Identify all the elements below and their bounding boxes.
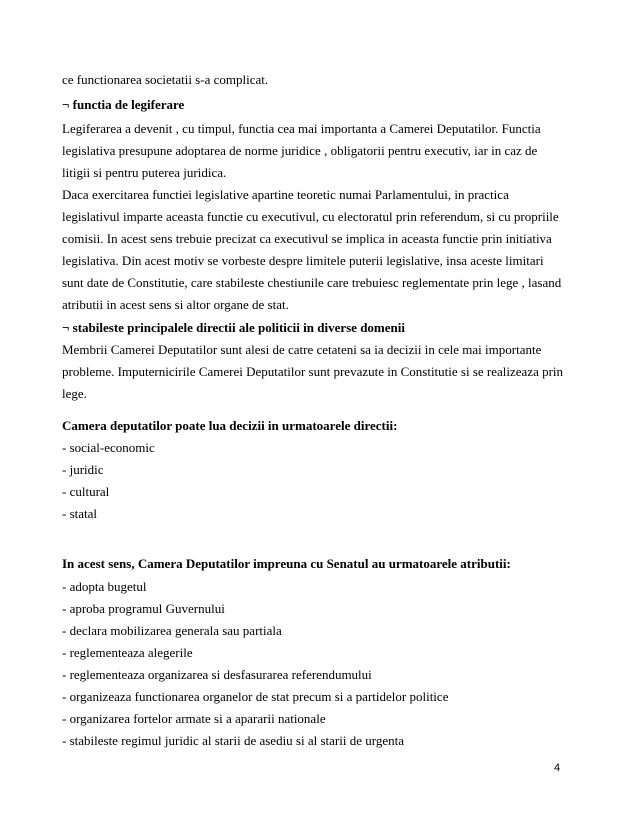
list-item: - aproba programul Guvernului: [62, 601, 225, 616]
paragraph-line: Membrii Camerei Deputatilor sunt alesi de catre cetateni sa ia decizii in cele mai importante: [62, 342, 542, 357]
list-item: - declara mobilizarea generala sau partiala: [62, 623, 282, 638]
paragraph-line: legislativul imparte aceasta functie cu executivul, cu electoratul prin referendum, si cu propriile: [62, 209, 559, 224]
list-item: - stabileste regimul juridic al starii de asediu si al starii de urgenta: [62, 733, 404, 748]
list-item: - reglementeaza alegerile: [62, 645, 193, 660]
paragraph-line: Daca exercitarea functiei legislative apartine teoretic numai Parlamentului, in practica: [62, 187, 509, 202]
list-item: - juridic: [62, 462, 104, 477]
list-item: - statal: [62, 506, 98, 521]
list-item: - adopta bugetul: [62, 579, 147, 594]
paragraph-line: legislativa. Din acest motiv se vorbeste despre limitele puterii legislative, insa aceste limitari: [62, 253, 544, 268]
section-heading-directii: ¬ stabileste principalele directii ale politicii in diverse domenii: [62, 320, 405, 335]
paragraph-line: Legiferarea a devenit , cu timpul, functia cea mai importanta a Camerei Deputatilor. Functia: [62, 121, 541, 136]
paragraph-line: sunt date de Constitutie, care stabileste chestiunile care trebuiesc reglementate prin lege , lasand: [62, 275, 562, 290]
list-item: - cultural: [62, 484, 110, 499]
list-item: - reglementeaza organizarea si desfasurarea referendumului: [62, 667, 372, 682]
list-item: - social-economic: [62, 440, 155, 455]
section-heading-legiferare: ¬ functia de legiferare: [62, 97, 185, 112]
section-heading-decizii: Camera deputatilor poate lua decizii in urmatoarele directii:: [62, 418, 398, 433]
text-line: ce functionarea societatii s-a complicat.: [62, 72, 269, 87]
section-heading-atributii: In acest sens, Camera Deputatilor impreuna cu Senatul au urmatoarele atributii:: [62, 556, 511, 571]
paragraph-line: litigii si pentru puterea juridica.: [62, 165, 227, 180]
paragraph-line: legislativa presupune adoptarea de norme juridice , obligatorii pentru executiv, iar in caz de: [62, 143, 538, 158]
page-number: 4: [554, 762, 561, 774]
paragraph-line: comisii. In acest sens trebuie precizat ca executivul se implica in aceasta functie prin initiativa: [62, 231, 552, 246]
paragraph-line: lege.: [62, 386, 87, 401]
paragraph-line: atributii in acest sens si altor organe de stat.: [62, 297, 289, 312]
paragraph-line: probleme. Imputernicirile Camerei Deputatilor sunt prevazute in Constitutie si se realizeaza prin: [62, 364, 564, 379]
list-item: - organizarea fortelor armate si a apararii nationale: [62, 711, 326, 726]
list-item: - organizeaza functionarea organelor de stat precum si a partidelor politice: [62, 689, 449, 704]
